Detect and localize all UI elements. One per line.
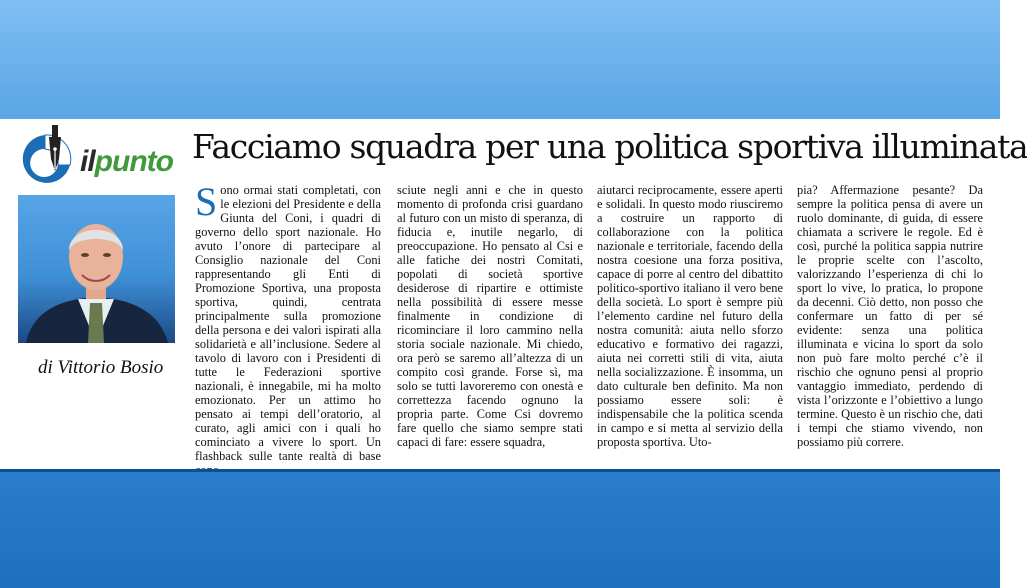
logo-punto: punto: [94, 145, 173, 178]
logo-il: il: [80, 145, 95, 178]
column-4-text: pia? Affermazione pesante? Da sempre la politica pensa di avere un ruolo dominante, di guida, di essere chiamata a scrivere le regole. Ed è così, purché la politica sappia nutrire le proprie scelte con l’ascolto, valorizzando l’esperienza di chi lo sport lo vive, lo pratica, lo propone da decenni. Ciò detto, non posso che confermare un fatto di per sé evidente: senza una politica illuminata e vicina lo sport da solo non può fare molto perché c’è il rischio che ognuno pensi al proprio vantaggio immediato, perdendo di vista l’orizzonte e l’obiettivo a lungo termine. Questo è un rischio che, dati i tempi che stiamo vivendo, non possiamo più correre.: [797, 183, 983, 449]
column-logo: [18, 125, 183, 187]
drop-cap: S: [195, 179, 218, 224]
article-column-4: [797, 183, 983, 467]
article-column-3: [597, 183, 783, 467]
article-column-2: [397, 183, 583, 467]
author-byline: di Vittorio Bosio: [38, 357, 164, 378]
author-photo: [18, 195, 175, 343]
column-logo-text: [80, 143, 173, 181]
article-headline: Facciamo squadra per una politica sportiva illuminata: [192, 127, 1027, 166]
pen-nib-icon: [18, 125, 78, 187]
bottom-blue-band: [0, 472, 1000, 588]
article-column-1: [195, 179, 381, 467]
column-3-text: aiutarci reciprocamente, essere aperti e solidali. In questo modo riusciremo a costruire un rapporto di collaborazione con la politica nazionale e territoriale, facendo della nostra coesione una forza positiva, capace di porre al centro del dibattito politico-sportivo italiano il vero bene della società. Lo sport è sempre più l’elemento cardine nel futuro della nostra comunità: aiuta nello sforzo educativo e formativo dei ragazzi, aiuta nei corretti stili di vita, aiuta nella socializzazione. È insomma, un dato culturale ben definito. Ma non possiamo essere soli: è indispensabile che la politica scenda in campo e si metta al servizio della proposta sportiva. Uto-: [597, 183, 783, 449]
top-blue-band: [0, 0, 1000, 119]
article: [0, 119, 1027, 469]
author-portrait-icon: [18, 195, 175, 343]
column-1-text: ono ormai stati completati, con le elezioni del Presidente e della Giunta del Coni, i quadri di governo dello sport nazionale. Ho avuto l’onore di partecipare al Consiglio nazionale del Coni rappresentando gli Enti di Promozione Sportiva, una proposta sportiva, quindi, centrata principalmente sulla promozione della persona e dei valori ispirati alla solidarietà e all’inclusione. Sedere al tavolo di lavoro con i Presidenti di tutte le Federazioni sportive nazionali, è innegabile, mi ha molto emozionato. Per un attimo ho pensato ai tempi dell’oratorio, al curato, agli amici con i quali ho cominciato a vivere lo sport. Un flashback sulle tante realtà di base: [195, 183, 381, 463]
column-2-text: sciute negli anni e che in questo momento di profonda crisi guardano al futuro con un misto di speranza, di fiducia e, inutile negarlo, di preoccupazione. Ho pensato al Csi e alle fatiche dei nostri Comitati, popolati di società sportive desiderose di ripartire e ottimiste nella possibilità di essere messe finalmente in condizione di ricominciare il loro cammino nella storia sociale nazionale. Mi chiedo, ora però se saremo all’altezza di un compito così grande. Forse sì, ma solo se tutti lavoreremo con onestà e correttezza facendo ognuno la propria parte. Come Csi dovremo fare quello che siamo sempre stati capaci di fare: essere squadra,: [397, 183, 583, 449]
